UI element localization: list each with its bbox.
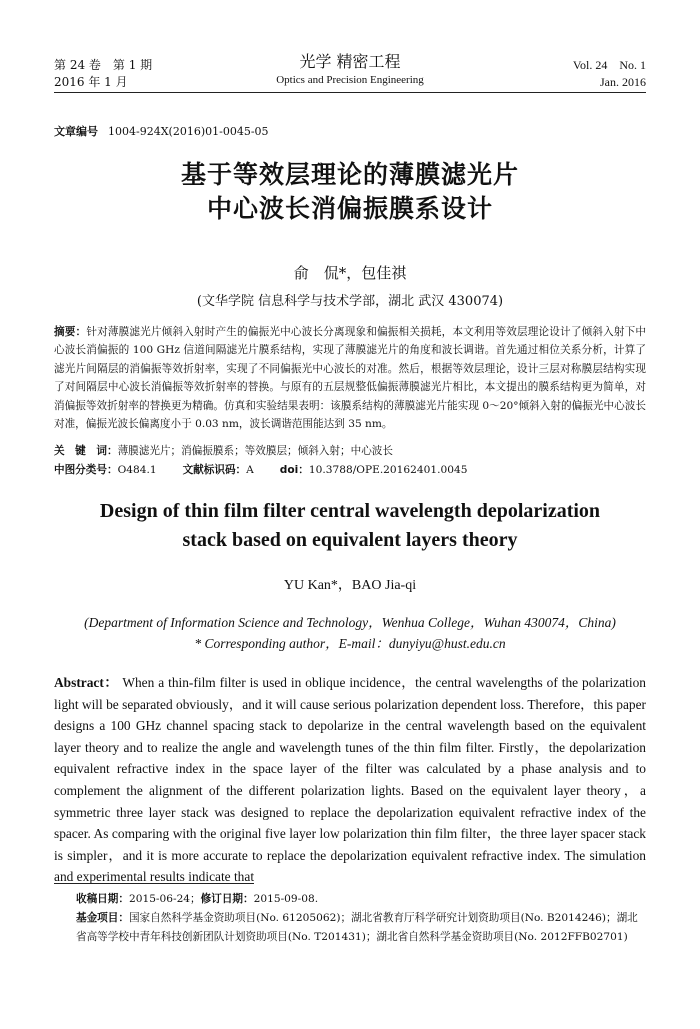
volume-issue-en: Vol. 24 No. 1 xyxy=(572,58,646,72)
keywords-cn xyxy=(54,442,393,460)
revised-label: 修订日期： xyxy=(200,893,254,905)
affiliation-en-line1: (Department of Information Science and Technology，Wenhua College，Wuhan 430074，China) xyxy=(84,615,616,630)
authors-cn: 俞 侃*，包佳祺 xyxy=(293,264,407,282)
doc-code-label: 文献标识码： xyxy=(182,464,247,476)
abstract-cn-text: 针对薄膜滤光片倾斜入射时产生的偏振光中心波长分离现象和偏振相关损耗，本文利用等效层理论设计了倾斜入射下中心波长消偏振的 100 GHz 信道间隔滤光片膜系结构，实现了薄膜滤光片的角度和波长调谐。首先通过相位关系分析，计算了滤光片间隔层的消偏振等效折射率，实现了不同偏振光中心波长的对准。然后，根据等效层理论，设计三层对称膜层结构实现了对间隔层中心波长消偏振等效折射率的替换。与原有的五层规整低偏振薄膜滤光片相比，本文提出的膜系结构更为简单，对消偏振等效折射率的替换更为精确。仿真和实验结果表明：该膜系结构的薄膜滤光片能实现 0～20°倾斜入射的偏振光中心波长对准，偏振光波长偏离度小于 0.03 nm，波长调谐范围能达到 35 nm。 xyxy=(54,326,647,431)
journal-title-cn: 光学 精密工程 xyxy=(299,52,401,71)
classification-line xyxy=(54,461,467,479)
abstract-en-label: Abstract： xyxy=(54,675,119,690)
title-en xyxy=(0,497,700,555)
title-cn-line2: 中心波长消偏振膜系设计 xyxy=(206,194,493,223)
title-en-line2: stack based on equivalent layers theory xyxy=(182,529,518,551)
fund-label: 基金项目： xyxy=(76,912,129,924)
fund-text: 国家自然科学基金资助项目(No. 61205062)；湖北省教育厅科学研究计划资助项目(No. B2014246)；湖北省高等学校中青年科技创新团队计划资助项目(No. T201431)；湖北省自然科学基金资助项目(No. 2012FFB02701) xyxy=(76,912,638,943)
clc-label: 中图分类号： xyxy=(54,464,118,476)
article-number xyxy=(54,123,269,139)
header-left xyxy=(54,57,152,91)
header-divider xyxy=(54,92,646,93)
footnote-divider xyxy=(54,883,254,884)
received-label: 收稿日期： xyxy=(76,893,129,905)
volume-issue-cn: 第 24 卷 第 1 期 xyxy=(54,58,153,72)
received-date: 2015-06-24； xyxy=(128,893,201,905)
title-cn xyxy=(0,158,700,226)
doi-value: 10.3788/OPE.20162401.0045 xyxy=(308,464,468,476)
corresponding-author: * Corresponding author，E-mail：dunyiyu@hust.edu.cn xyxy=(194,636,506,651)
fund-line xyxy=(76,909,646,947)
doc-code-value: A xyxy=(246,464,254,476)
journal-title-en: Optics and Precision Engineering xyxy=(276,74,424,86)
authors-en: YU Kan*，BAO Jia-qi xyxy=(283,578,417,593)
title-cn-line1: 基于等效层理论的薄膜滤光片 xyxy=(180,160,519,189)
article-number-value: 1004-924X(2016)01-0045-05 xyxy=(108,125,269,138)
doi-label: doi： xyxy=(279,464,309,476)
affiliation-cn: (文华学院 信息科学与技术学部，湖北 武汉 430074) xyxy=(196,294,504,309)
article-number-label: 文章编号 xyxy=(54,125,98,138)
keywords-label: 关 键 词： xyxy=(54,445,118,457)
clc-value: O484.1 xyxy=(117,464,157,476)
abstract-cn-label: 摘要： xyxy=(54,326,87,338)
date-cn: 2016 年 1 月 xyxy=(54,75,128,89)
footnote xyxy=(76,890,646,947)
header-right xyxy=(573,57,646,91)
header-center xyxy=(200,52,500,88)
abstract-en-text: When a thin-film filter is used in oblique incidence，the central wavelengths of the polarization light will be separated obviously，and it will cause serious polarization dependent loss. Therefore，this paper designs a 100 GHz channel spacing stack to depolarize in the central wavelength based on the equivalent layer theory and to realize the angle and wavelength tunes of the thin film filter. Firstly，the depolarization equivalent refractive index in the space layer of the filter was calculated by a phase analysis and to complement the alignment of the different polarization lights. Based on the equivalent layer theory，a symmetric three layer stack was designed to replace the depolarization equivalent refractive index of the spacer. As comparing with the original five layer low polarization thin film filter，the three layer spacer stack is simpler，and it is more accurate to replace the depolarization equivalent refractive index. The simulation and experimental results indicate that xyxy=(54,675,646,885)
abstract-cn xyxy=(54,323,646,433)
revised-date: 2015-09-08. xyxy=(253,893,319,905)
keywords-text: 薄膜滤光片；消偏振膜系；等效膜层；倾斜入射；中心波长 xyxy=(117,445,393,457)
abstract-en xyxy=(54,672,646,888)
title-en-line1: Design of thin film filter central wavelength depolarization xyxy=(99,500,601,522)
date-en: Jan. 2016 xyxy=(600,75,646,89)
affiliation-en xyxy=(0,612,700,654)
dates-line xyxy=(76,890,646,909)
